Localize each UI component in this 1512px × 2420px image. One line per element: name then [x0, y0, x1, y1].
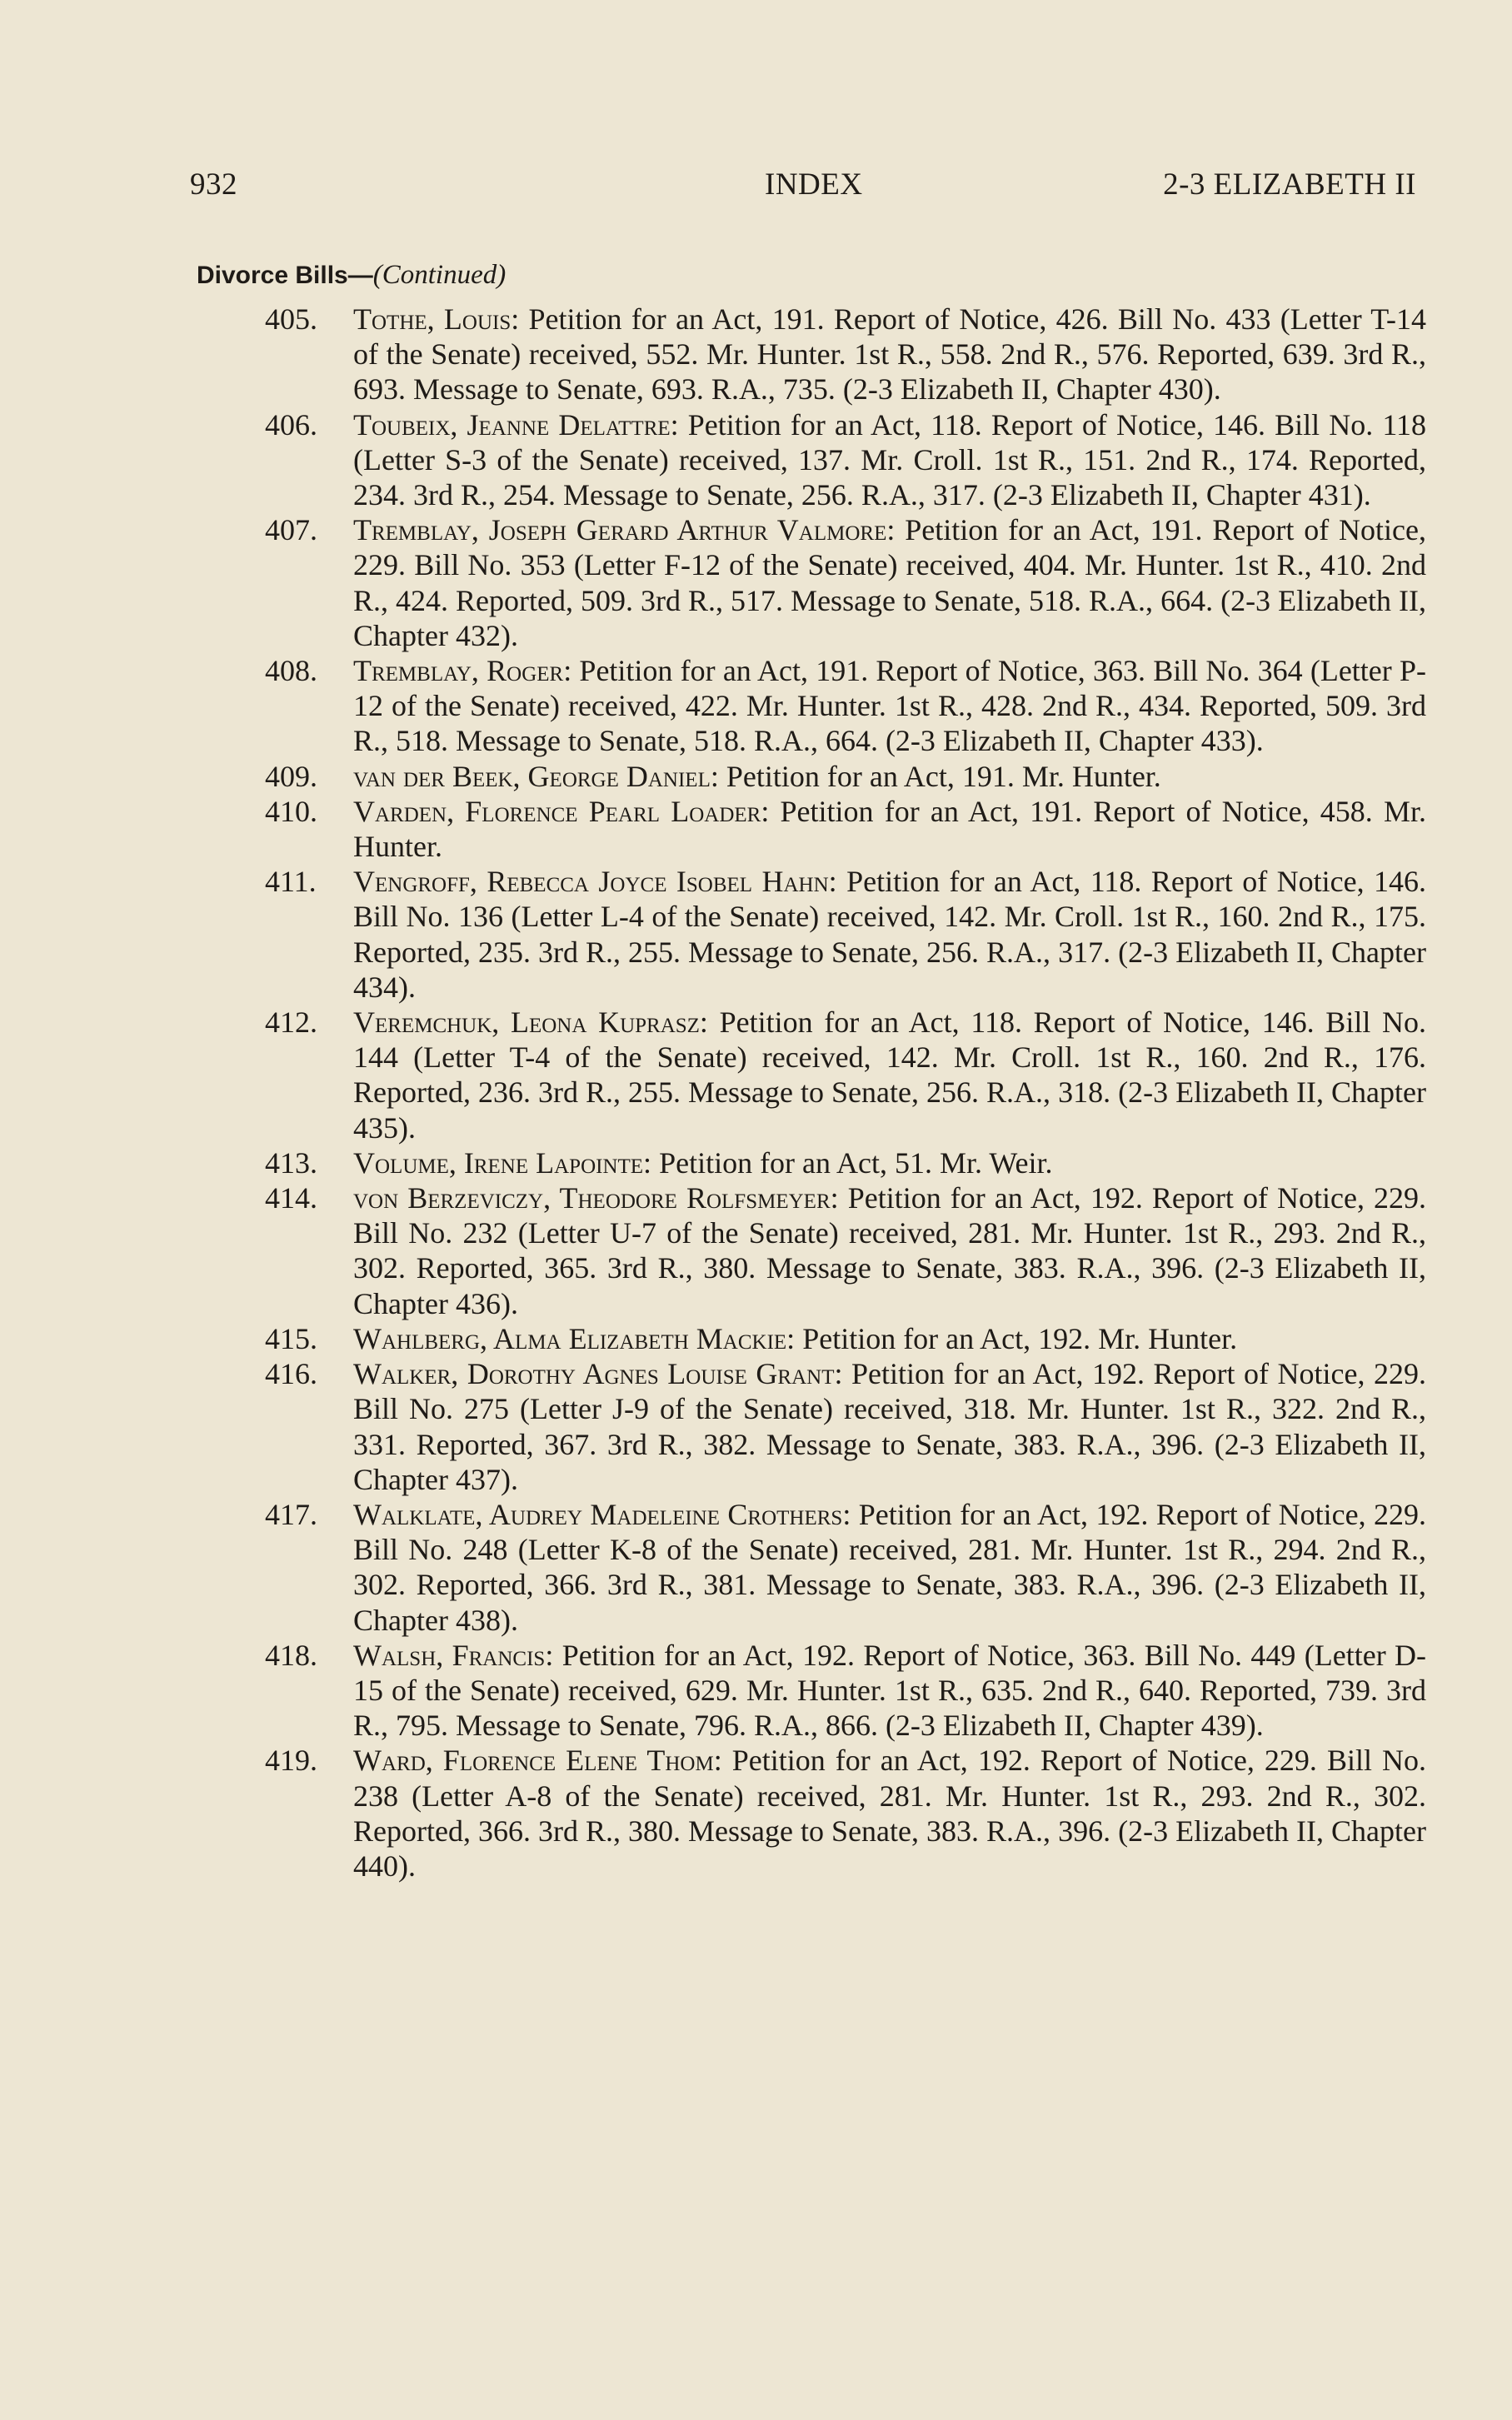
index-entry — [265, 1005, 1426, 1145]
section-title: Divorce Bills— — [197, 262, 373, 289]
entry-body — [353, 1005, 1426, 1145]
page-number: 932 — [190, 167, 237, 202]
entry-number: 415. — [265, 1321, 317, 1355]
entry-text: Petition for an Act, 191. Mr. Hunter. — [726, 759, 1161, 793]
entry-number: 417. — [265, 1497, 317, 1531]
index-entry — [265, 1743, 1426, 1884]
entry-number: 411. — [265, 865, 317, 899]
entry-name: Varden, Florence Pearl Loader: — [353, 794, 770, 828]
entry-name: Vengroff, Rebecca Joyce Isobel Hahn: — [353, 865, 837, 899]
entry-text: Petition for an Act, 192. Report of Notice, 229. Bill No. 232 (Letter U-7 of the Senate) received, 281. Mr. Hunter. 1st R., 293. 2nd R., 302. Reported, 365. 3rd R., 380. Message to Senate, 383. R.A., 396. (2-3 Elizabeth II, Chapter 436). — [353, 1181, 1426, 1320]
session-title: 2-3 ELIZABETH II — [1163, 167, 1416, 202]
entry-number: 409. — [265, 759, 317, 793]
entry-number: 408. — [265, 654, 317, 688]
running-head — [190, 167, 1416, 208]
entry-text: Petition for an Act, 192. Report of Notice, 363. Bill No. 449 (Letter D-15 of the Senate) received, 629. Mr. Hunter. 1st R., 635. 2nd R., 640. Reported, 739. 3rd R., 795. Message to Senate, 796. R.A., 866. (2-3 Elizabeth II, Chapter 439). — [353, 1638, 1427, 1743]
entry-name: Walklate, Audrey Madeleine Crothers: — [353, 1497, 851, 1531]
entry-number: 405. — [265, 302, 317, 336]
entry-number: 406. — [265, 407, 317, 442]
index-entry — [265, 1497, 1426, 1638]
entry-body — [353, 865, 1426, 1004]
index-entry — [265, 302, 1426, 407]
entry-number: 419. — [265, 1744, 317, 1778]
index-entry — [265, 864, 1426, 1005]
entry-name: Tremblay, Joseph Gerard Arthur Valmore: — [353, 513, 896, 547]
entry-name: Toubeix, Jeanne Delattre: — [353, 407, 679, 442]
page-title: INDEX — [765, 167, 863, 202]
entry-name: Ward, Florence Elene Thom: — [353, 1744, 722, 1778]
entry-name: van der Beek, George Daniel: — [353, 759, 719, 793]
index-entry — [265, 1321, 1426, 1356]
entry-body — [353, 1498, 1426, 1637]
entry-text: Petition for an Act, 118. Report of Notice, 146. Bill No. 144 (Letter T-4 of the Senate) received, 142. Mr. Croll. 1st R., 160. 2nd R., 176. Reported, 236. 3rd R., 255. Message to Senate, 256. R.A., 318. (2-3 Elizabeth II, Chapter 435). — [353, 1005, 1427, 1145]
entry-body — [353, 1639, 1426, 1742]
index-entry — [265, 407, 1426, 513]
index-entry — [265, 653, 1426, 759]
section-continued: (Continued) — [372, 260, 506, 290]
entry-text: Petition for an Act, 118. Report of Notice, 146. Bill No. 136 (Letter L-4 of the Senate) received, 142. Mr. Croll. 1st R., 160. 2nd R., 175. Reported, 235. 3rd R., 255. Message to Senate, 256. R.A., 317. (2-3 Elizabeth II, Chapter 434). — [353, 865, 1427, 1004]
index-entry — [265, 1638, 1426, 1744]
index-entries — [265, 302, 1426, 1884]
index-entry — [265, 1145, 1426, 1180]
entry-text: Petition for an Act, 192. Report of Notice, 229. Bill No. 275 (Letter J-9 of the Senate) received, 318. Mr. Hunter. 1st R., 322. 2nd R., 331. Reported, 367. 3rd R., 382. Message to Senate, 383. R.A., 396. (2-3 Elizabeth II, Chapter 437). — [353, 1357, 1426, 1496]
entry-name: Wahlberg, Alma Elizabeth Mackie: — [353, 1321, 796, 1355]
entry-number: 414. — [265, 1181, 317, 1215]
section-heading — [197, 260, 506, 291]
entry-body — [353, 654, 1426, 757]
entry-text: Petition for an Act, 192. Report of Notice, 229. Bill No. 238 (Letter A-8 of the Senate) received, 281. Mr. Hunter. 1st R., 293. 2nd R., 302. Reported, 366. 3rd R., 380. Message to Senate, 383. R.A., 396. (2-3 Elizabeth II, Chapter 440). — [353, 1744, 1427, 1883]
index-entry — [265, 1180, 1426, 1321]
entry-number: 413. — [265, 1145, 317, 1180]
entry-number: 407. — [265, 513, 317, 547]
entry-name: Veremchuk, Leona Kuprasz: — [353, 1005, 708, 1040]
entry-text: Petition for an Act, 192. Report of Notice, 229. Bill No. 248 (Letter K-8 of the Senate) received, 281. Mr. Hunter. 1st R., 294. 2nd R., 302. Reported, 366. 3rd R., 381. Message to Senate, 383. R.A., 396. (2-3 Elizabeth II, Chapter 438). — [353, 1497, 1427, 1637]
entry-number: 418. — [265, 1638, 317, 1672]
entry-text: Petition for an Act, 51. Mr. Weir. — [659, 1145, 1053, 1180]
entry-text: Petition for an Act, 191. Report of Notice, 458. Mr. Hunter. — [353, 794, 1427, 864]
entry-body — [353, 408, 1426, 511]
index-entry — [265, 794, 1426, 864]
entry-body — [353, 513, 1426, 652]
entry-text: Petition for an Act, 191. Report of Notice, 426. Bill No. 433 (Letter T-14 of the Senate) received, 552. Mr. Hunter. 1st R., 558. 2nd R., 576. Reported, 639. 3rd R., 693. Message to Senate, 693. R.A., 735. (2-3 Elizabeth II, Chapter 430). — [353, 302, 1426, 407]
entry-body — [353, 795, 1426, 863]
entry-name: Walker, Dorothy Agnes Louise Grant: — [353, 1357, 843, 1391]
entry-number: 416. — [265, 1357, 317, 1391]
entry-body — [353, 1146, 1052, 1180]
entry-body — [353, 760, 1161, 793]
entry-body — [353, 1357, 1426, 1496]
index-entry — [265, 1356, 1426, 1497]
index-entry — [265, 512, 1426, 653]
entry-text: Petition for an Act, 191. Report of Notice, 229. Bill No. 353 (Letter F-12 of the Senate) received, 404. Mr. Hunter. 1st R., 410. 2nd R., 424. Reported, 509. 3rd R., 517. Message to Senate, 518. R.A., 664. (2-3 Elizabeth II, Chapter 432). — [353, 513, 1426, 652]
entry-body — [353, 1322, 1237, 1355]
entry-name: Tothe, Louis: — [353, 302, 520, 336]
entry-name: Volume, Irene Lapointe: — [353, 1145, 652, 1180]
entry-name: Walsh, Francis: — [353, 1638, 554, 1672]
entry-number: 410. — [265, 794, 317, 828]
entry-name: von Berzeviczy, Theodore Rolfsmeyer: — [353, 1181, 839, 1215]
entry-text: Petition for an Act, 192. Mr. Hunter. — [802, 1321, 1238, 1355]
entry-body — [353, 302, 1426, 406]
entry-text: Petition for an Act, 191. Report of Notice, 363. Bill No. 364 (Letter P-12 of the Senate) received, 422. Mr. Hunter. 1st R., 428. 2nd R., 434. Reported, 509. 3rd R., 518. Message to Senate, 518. R.A., 664. (2-3 Elizabeth II, Chapter 433). — [353, 654, 1426, 758]
entry-text: Petition for an Act, 118. Report of Notice, 146. Bill No. 118 (Letter S-3 of the Senate) received, 137. Mr. Croll. 1st R., 151. 2nd R., 174. Reported, 234. 3rd R., 254. Message to Senate, 256. R.A., 317. (2-3 Elizabeth II, Chapter 431). — [353, 407, 1426, 512]
entry-body — [353, 1744, 1426, 1883]
index-entry — [265, 759, 1426, 794]
entry-number: 412. — [265, 1005, 317, 1040]
entry-body — [353, 1181, 1426, 1320]
entry-name: Tremblay, Roger: — [353, 654, 572, 688]
